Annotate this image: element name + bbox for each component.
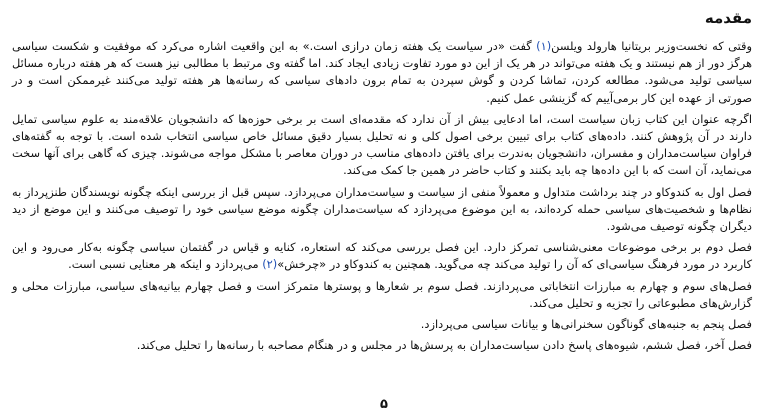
paragraph-text: وقتی که نخست‌وزیر بریتانیا هارولد ویلسن <box>551 39 752 53</box>
page-number: ۵ <box>380 397 388 412</box>
footnote-reference[interactable]: (۲) <box>262 257 278 272</box>
paragraph-chapter-six: فصل آخر، فصل ششم، شیوه‌های پاسخ دادن سیاست‌مداران به پرسش‌ها در مجلس و در هنگام مصاحبه با رسانه‌ها را تحلیل می‌کند. <box>136 338 752 353</box>
paragraph-text: گفت «در سیاست یک هفته زمان درازی است.» به این واقعیت اشاره می‌کرد که موفقیت و شکست سیاسی هرگز دور از هم نیستند و یک هفته می‌تواند در هر یک از این دو مورد تفاوت زیادی ایجاد کند. اما گفته وی مرتبط با مطالبی نیز هست که هر هفته درباره مسائل سیاسی تولید می‌شود. مطالعه کردن، تماشا کردن و گوش سپردن به تمام برون دادهای سیاسی که رسانه‌ها هر هفته تولید می‌کنند غیرممکن است و در صورتی از عهده این کار برمی‌آییم که گزینشی عمل کنیم. <box>12 39 752 105</box>
paragraph-chapter-two <box>12 239 752 273</box>
section-heading: مقدمه <box>704 9 752 27</box>
paragraph-book-scope: اگرچه عنوان این کتاب زبان سیاست است، اما ادعایی بیش از آن ندارد که مقدمه‌ای است بر برخی حوزه‌ها که دانشجویان علاقه‌مند به علوم سیاسی تمایل دارند در آن پژوهش کنند. داده‌های کتاب برای تبیین برخی اصول کلی و نه تحلیل بسیار دقیق مسائل خاص سیاسی انتخاب شده است. با توجه به گفته‌های فراوان سیاست‌مداران و مفسران، دانشجویان به‌ندرت برای یافتن داده‌های مناسب در دوران معاصر با مشکل مواجه می‌شوند. چیزی که گاهی برای آنها سخت می‌نماید، آن است که با این داده‌ها چه باید بکنند و کتاب حاضر در همین جا کمک می‌کند. <box>12 111 752 178</box>
paragraph-chapters-three-four: فصل‌های سوم و چهارم به مبارزات انتخاباتی می‌پردازند. فصل سوم بر شعارها و پوسترها متمرکز است و فصل چهارم بیانیه‌های سیاسی، مبارزات محلی و گزارش‌های مطبوعاتی را تجزیه و تحلیل می‌کند. <box>12 278 752 310</box>
footnote-reference[interactable]: (۱) <box>536 39 552 53</box>
body-text <box>12 38 752 358</box>
paragraph-text: می‌پردازد و اینکه هر معنایی نسبی است. <box>68 257 263 272</box>
paragraph-text: فصل دوم بر برخی موضوعات معنی‌شناسی تمرکز دارد. این فصل بررسی می‌کند که استعاره، کنایه و قیاس در گفتمان سیاسی چگونه به‌کار می‌رود و این کاربرد در مورد فرهنگ سیاسی‌ای که آن را تولید می‌کند چه می‌گوید. همچنین به کندوکاو در «چرخش» <box>12 240 752 272</box>
paragraph-wilson-quote <box>12 38 752 107</box>
paragraph-chapter-five: فصل پنجم به جنبه‌های گوناگون سخنرانی‌ها و بیانات سیاسی می‌پردازد. <box>420 317 752 332</box>
paragraph-chapter-one: فصل اول به کندوکاو در چند برداشت متداول و معمولاً منفی از سیاست و سیاست‌مداران می‌پردازد. سپس قبل از بررسی اینکه چگونه نویسندگان طنزپرداز به نظام‌ها و شخصیت‌های سیاسی حمله کرده‌اند، به این موضوع می‌پردازد که سیاست‌مداران چگونه موضع سیاسی خود را توصیف می‌کنند و این موضع از دید دیگران چگونه توصیف می‌شود. <box>12 184 752 234</box>
